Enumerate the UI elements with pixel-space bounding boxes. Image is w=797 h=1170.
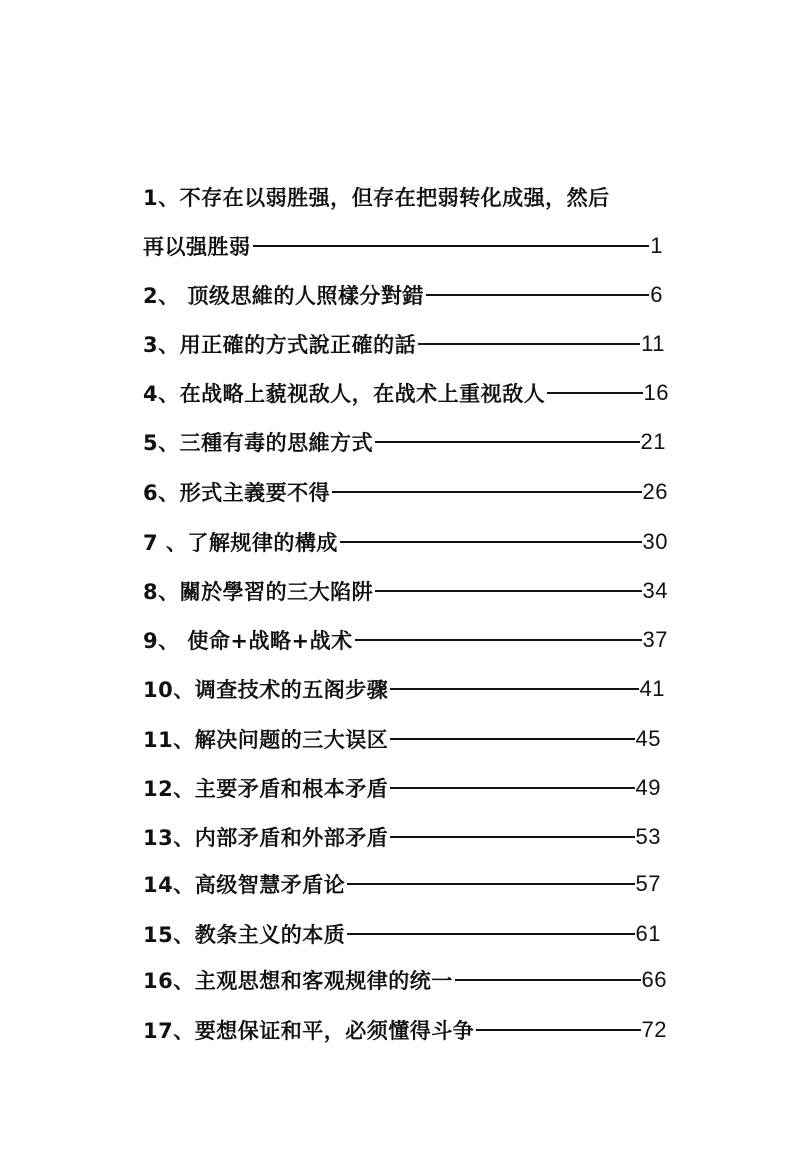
toc-entry-15[interactable] xyxy=(143,917,661,951)
toc-entry-11[interactable] xyxy=(143,722,661,756)
toc-entry-14[interactable] xyxy=(143,867,661,901)
toc-entry-16[interactable] xyxy=(143,963,667,997)
toc-entry-6[interactable] xyxy=(143,475,668,509)
toc-entry-1-line-1 xyxy=(143,180,663,214)
leader-line xyxy=(332,491,641,493)
toc-page-number: 11 xyxy=(641,331,665,356)
toc-page-number: 37 xyxy=(642,627,668,652)
leader-line xyxy=(426,294,649,296)
toc-page-number: 45 xyxy=(635,726,661,751)
toc-entry-12[interactable] xyxy=(143,771,661,805)
toc-page-number: 26 xyxy=(642,479,668,504)
leader-line xyxy=(547,392,642,394)
toc-entry-title: 5、三種有毒的思維方式 xyxy=(143,431,374,455)
toc-page-number: 30 xyxy=(642,529,668,554)
toc-page-number: 53 xyxy=(635,824,661,849)
toc-entry-title: 17、要想保证和平，必须懂得斗争 xyxy=(143,1019,475,1043)
toc-entry-4[interactable] xyxy=(143,376,669,410)
toc-page-number: 57 xyxy=(635,871,661,896)
toc-entry-3[interactable] xyxy=(143,327,665,361)
toc-page-number: 16 xyxy=(643,380,669,405)
toc-page-number: 41 xyxy=(639,676,665,701)
toc-entry-title: 14、高级智慧矛盾论 xyxy=(143,873,346,897)
toc-page-number: 21 xyxy=(640,429,666,454)
leader-line xyxy=(347,883,634,885)
leader-line xyxy=(375,590,641,592)
toc-entry-1[interactable] xyxy=(143,229,663,263)
toc-page-number: 72 xyxy=(641,1017,667,1042)
toc-entry-title: 8、關於學習的三大陷阱 xyxy=(143,580,374,604)
toc-entry-title: 3、用正確的方式說正確的話 xyxy=(143,333,417,357)
toc-page-number: 6 xyxy=(650,282,663,307)
leader-line xyxy=(390,787,634,789)
leader-line xyxy=(476,1029,640,1031)
leader-line xyxy=(340,541,642,543)
toc-entry-10[interactable] xyxy=(143,672,665,706)
toc-entry-7[interactable] xyxy=(143,525,668,559)
toc-page-number: 34 xyxy=(642,578,668,603)
leader-line xyxy=(418,343,640,345)
toc-entry-title: 9、 使命+战略+战术 xyxy=(143,629,353,653)
toc-entry-title: 15、教条主义的本质 xyxy=(143,923,346,947)
toc-entry-title: 再以强胜弱 xyxy=(143,235,251,259)
leader-line xyxy=(347,933,634,935)
toc-page-number: 1 xyxy=(650,233,663,258)
toc-page-number: 61 xyxy=(635,921,661,946)
toc-entry-title: 10、调查技术的五阁步骤 xyxy=(143,678,389,702)
toc-page-number: 66 xyxy=(641,967,667,992)
toc-entry-title: 16、主观思想和客观规律的统一 xyxy=(143,969,453,993)
toc-entry-title: 1、不存在以弱胜强，但存在把弱转化成强，然后 xyxy=(143,186,610,210)
toc-entry-title: 4、在战略上藐视敌人，在战术上重视敌人 xyxy=(143,382,546,406)
toc-entry-title: 13、内部矛盾和外部矛盾 xyxy=(143,826,389,850)
leader-line xyxy=(253,245,650,247)
toc-entry-13[interactable] xyxy=(143,820,661,854)
toc-entry-17[interactable] xyxy=(143,1013,667,1047)
toc-entry-8[interactable] xyxy=(143,574,668,608)
toc-entry-2[interactable] xyxy=(143,278,663,312)
leader-line xyxy=(375,441,639,443)
leader-line xyxy=(455,979,641,981)
toc-entry-title: 11、解决问题的三大误区 xyxy=(143,728,389,752)
toc-entry-5[interactable] xyxy=(143,425,666,459)
toc-entry-9[interactable] xyxy=(143,623,668,657)
leader-line xyxy=(390,738,634,740)
toc-entry-title: 6、形式主義要不得 xyxy=(143,481,331,505)
leader-line xyxy=(390,836,634,838)
toc-entry-title: 7 、了解规律的構成 xyxy=(143,531,338,555)
leader-line xyxy=(355,639,642,641)
toc-page-number: 49 xyxy=(635,775,661,800)
leader-line xyxy=(390,688,638,690)
toc-entry-title: 12、主要矛盾和根本矛盾 xyxy=(143,777,389,801)
toc-entry-title: 2、 顶级思維的人照樣分對錯 xyxy=(143,284,424,308)
